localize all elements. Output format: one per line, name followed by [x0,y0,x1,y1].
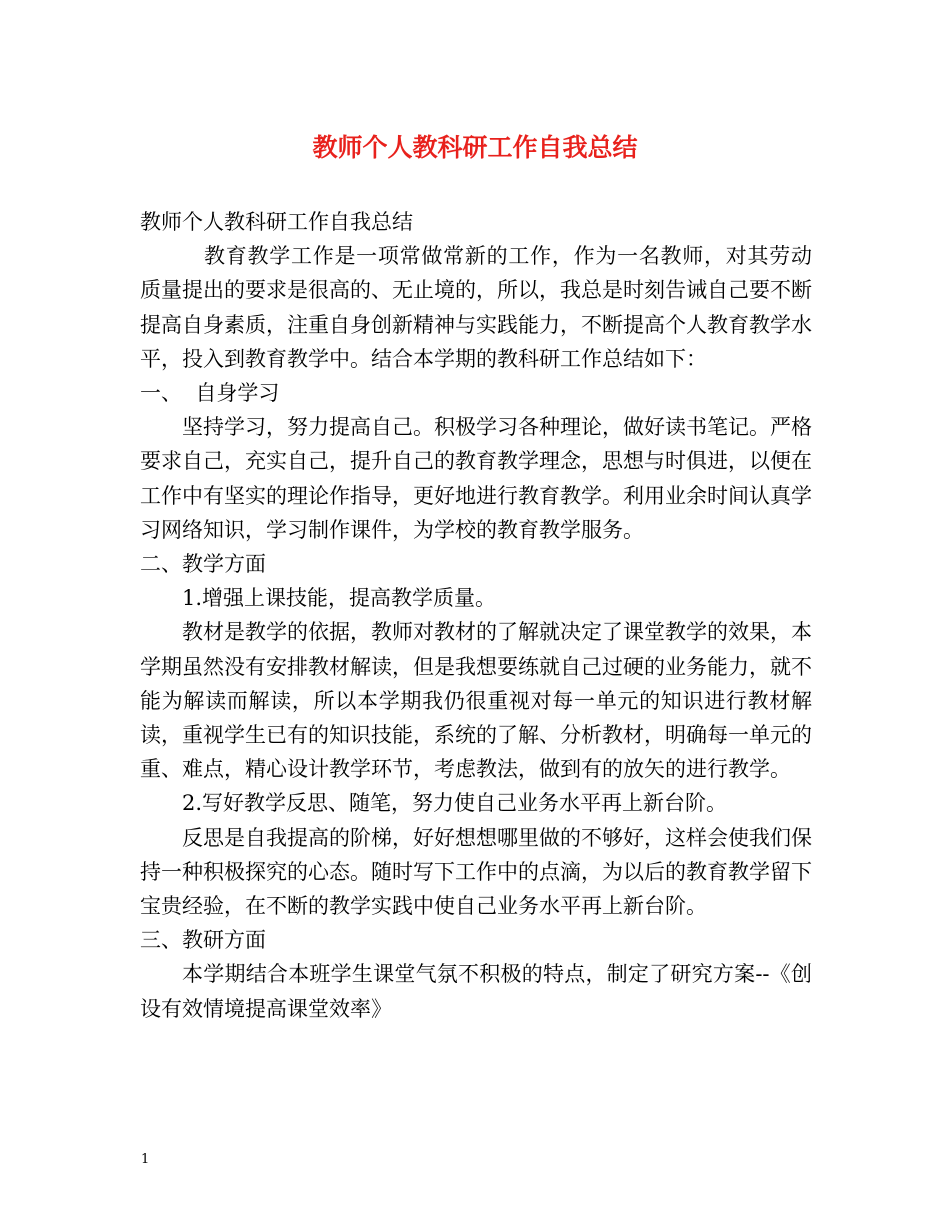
section3-heading: 三、教研方面 [140,928,266,953]
section3-paragraph: 本学期结合本班学生课堂气氛不积极的特点，制定了研究方案--《创设有效情境提高课堂效率》 [140,962,812,1021]
section2-subheading-2: 2.写好教学反思、随笔，努力使自己业务水平再上新台阶。 [182,791,728,816]
intro-paragraph: 教育教学工作是一项常做常新的工作，作为一名教师，对其劳动质量提出的要求是很高的、无止境的，所以，我总是时刻告诫自己要不断提高自身素质，注重自身创新精神与实践能力，不断提高个人教育教学水平，投入到教育教学中。结合本学期的教科研工作总结如下： [140,244,812,371]
section1-heading: 一、 自身学习 [140,381,280,406]
section2-subheading-1: 1.增强上课技能，提高教学质量。 [182,586,497,611]
section2-paragraph-2: 反思是自我提高的阶梯，好好想想哪里做的不够好，这样会使我们保持一种积极探究的心态。随时写下工作中的点滴，为以后的教育教学留下宝贵经验，在不断的教学实践中使自己业务水平再上新台阶。 [140,825,812,919]
document-title: 教师个人教科研工作自我总结 [312,133,638,162]
section2-heading: 二、教学方面 [140,552,266,577]
document-body [140,205,812,1026]
page-number: 1 [141,1152,150,1167]
subtitle: 教师个人教科研工作自我总结 [140,210,413,234]
section2-paragraph-1: 教材是教学的依据，教师对教材的了解就决定了课堂教学的效果，本学期虽然没有安排教材解读，但是我想要练就自己过硬的业务能力，就不能为解读而解读，所以本学期我仍很重视对每一单元的知识进行教材解读，重视学生已有的知识技能，系统的了解、分析教材，明确每一单元的重、难点，精心设计教学环节，考虑教法，做到有的放矢的进行教学。 [140,620,812,782]
section1-paragraph: 坚持学习，努力提高自己。积极学习各种理论，做好读书笔记。严格要求自己，充实自己，提升自己的教育教学理念，思想与时俱进，以便在工作中有坚实的理论作指导，更好地进行教育教学。利用业余时间认真学习网络知识，学习制作课件，为学校的教育教学服务。 [140,415,812,542]
